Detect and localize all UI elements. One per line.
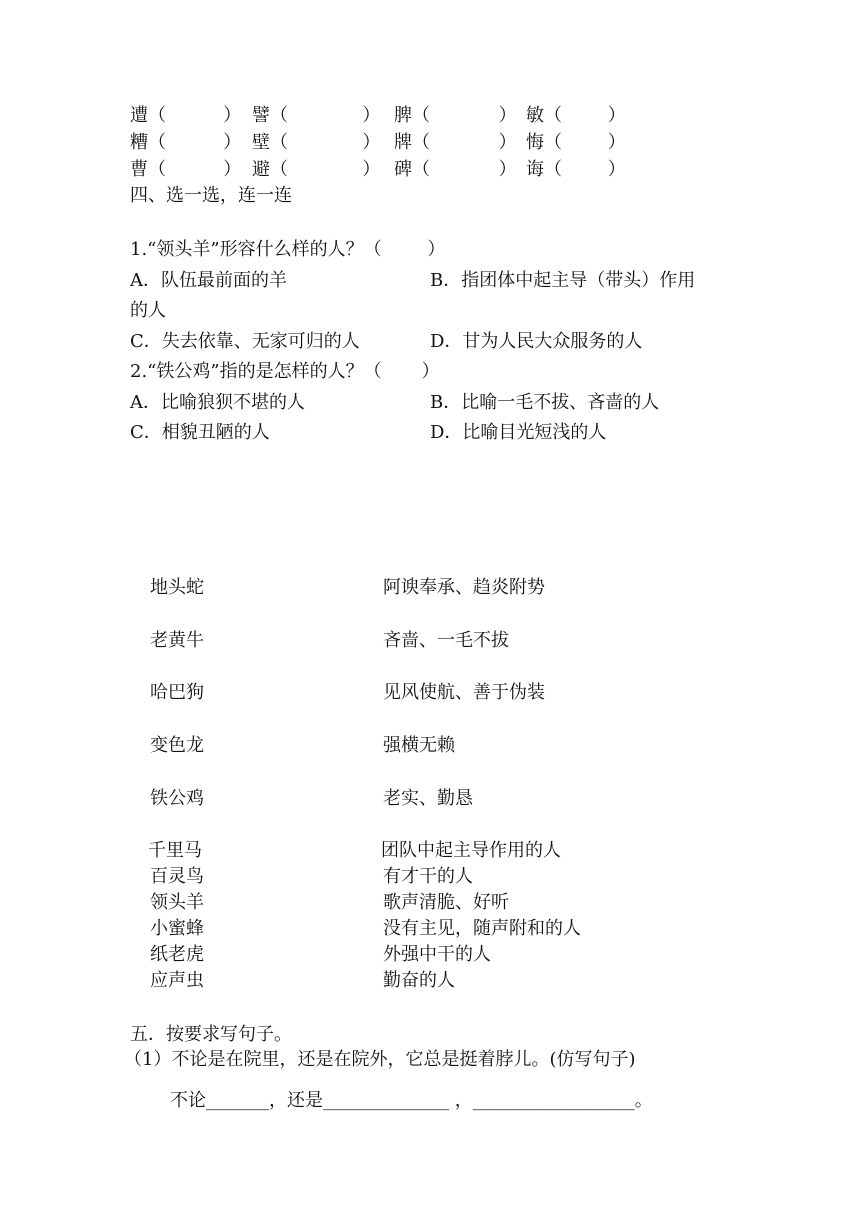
question-1-option-a: A．队伍最前面的羊 bbox=[130, 270, 287, 291]
question-1-option-c: C．失去依靠、无家可归的人 bbox=[130, 331, 360, 352]
match-meaning: 外强中干的人 bbox=[383, 944, 491, 965]
char-cell: 脾（ ） bbox=[394, 105, 517, 126]
match-meaning: 团队中起主导作用的人 bbox=[381, 840, 561, 861]
char-cell: 譬（ ） bbox=[252, 105, 381, 126]
question-2-option-d: D．比喻目光短浅的人 bbox=[430, 422, 607, 443]
question-1-option-d: D．甘为人民大众服务的人 bbox=[430, 331, 643, 352]
match-term: 百灵鸟 bbox=[150, 866, 204, 887]
char-cell: 避（ ） bbox=[252, 159, 381, 180]
char-cell: 曹（ ） bbox=[130, 159, 242, 180]
char-cell: 悔（ ） bbox=[526, 132, 626, 153]
char-cell: 诲（ ） bbox=[526, 159, 626, 180]
match-term: 地头蛇 bbox=[150, 577, 204, 598]
section-5-item-1: （1）不论是在院里，还是在院外，它总是挺着脖儿。(仿写句子) bbox=[124, 1049, 636, 1070]
char-cell: 碑（ ） bbox=[394, 159, 517, 180]
question-2-option-b: B．比喻一毛不拔、吝啬的人 bbox=[430, 392, 660, 413]
section-4-heading: 四、选一选，连一连 bbox=[130, 185, 292, 206]
match-term: 老黄牛 bbox=[150, 630, 204, 651]
match-term: 哈巴狗 bbox=[150, 682, 204, 703]
match-term: 小蜜蜂 bbox=[150, 918, 204, 939]
question-1-option-b: B．指团体中起主导（带头）作用 bbox=[430, 270, 696, 291]
match-meaning: 强横无赖 bbox=[383, 735, 455, 756]
char-cell: 遭（ ） bbox=[130, 105, 242, 126]
char-cell: 敏（ ） bbox=[526, 105, 626, 126]
char-cell: 壁（ ） bbox=[252, 132, 381, 153]
question-2-stem: 2.“铁公鸡”指的是怎样的人？（ ） bbox=[130, 361, 440, 382]
match-meaning: 见风使航、善于伪装 bbox=[383, 682, 545, 703]
match-meaning: 歌声清脆、好听 bbox=[383, 892, 509, 913]
char-cell: 牌（ ） bbox=[394, 132, 517, 153]
match-term: 纸老虎 bbox=[150, 944, 204, 965]
match-meaning: 老实、勤恳 bbox=[383, 788, 473, 809]
match-term: 千里马 bbox=[148, 840, 202, 861]
match-term: 铁公鸡 bbox=[150, 788, 204, 809]
section-5-heading: 五．按要求写句子。 bbox=[130, 1024, 292, 1045]
match-meaning: 有才干的人 bbox=[383, 866, 473, 887]
match-term: 领头羊 bbox=[150, 892, 204, 913]
match-term: 应声虫 bbox=[150, 970, 204, 991]
question-1-option-b-continued: 的人 bbox=[130, 300, 166, 321]
question-2-option-a: A．比喻狼狈不堪的人 bbox=[130, 392, 305, 413]
match-meaning: 阿谀奉承、趋炎附势 bbox=[383, 577, 545, 598]
match-meaning: 没有主见，随声附和的人 bbox=[383, 918, 581, 939]
question-2-option-c: C．相貌丑陋的人 bbox=[130, 422, 270, 443]
match-term: 变色龙 bbox=[150, 735, 204, 756]
char-cell: 糟（ ） bbox=[130, 132, 242, 153]
match-meaning: 吝啬、一毛不拔 bbox=[383, 630, 509, 651]
match-meaning: 勤奋的人 bbox=[383, 970, 455, 991]
question-1-stem: 1.“领头羊”形容什么样的人？（ ） bbox=[130, 239, 446, 260]
section-5-fill-line-1: 不论_______，还是______________ ，__________________。 bbox=[170, 1090, 653, 1111]
